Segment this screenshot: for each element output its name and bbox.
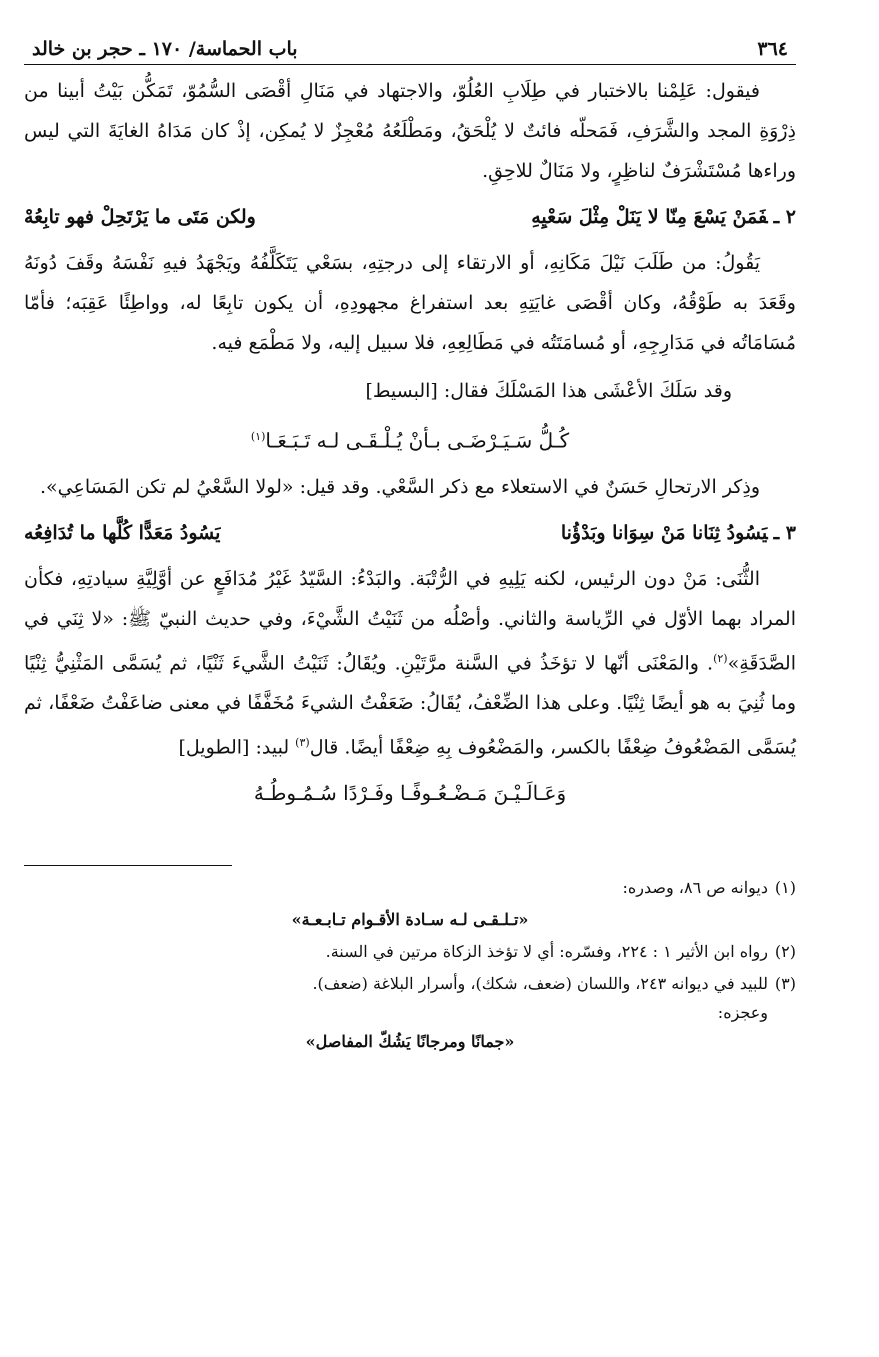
footnote-3-sub: وعجزه: bbox=[717, 1003, 768, 1023]
footnote-ref-2[interactable]: (٢) bbox=[713, 651, 728, 665]
paragraph-1: فيقول: عَلِمْنا بالاختبار في طِلَابِ العُلُوّ، والاجتهاد في مَنَالِ أقْصَى السُّمُوّ، تَمَكُّن بَيْتُ أبينا من ذِرْوَةِ المجد والشَّرَفِ، فَمَحلّه فائتٌ لا يُلْحَقُ، ومَطْلَعُهُ مُعْجِزٌ لا يُمكِن، إذْ كان مَدَاهُ الغايَةَ التي ليس وراءها مُسْتَشْرَفٌ لناظِرٍ، ولا مَنَالٌ للاحِقِ. bbox=[24, 80, 796, 182]
asha-hemistich: كُـلُّ سَـيَـرْضَـى بـأنْ يُـلْـقَـى لـه تَـبَـعَـا$^{(١)}$ bbox=[250, 428, 570, 453]
page-header bbox=[24, 38, 796, 65]
page bbox=[24, 38, 796, 1058]
verse-2 bbox=[24, 195, 796, 239]
labid-hemistich: وَعَـالَـيْـنَ مَـضْـعُـوفًـا وفَـرْدًا سُـمُـوطُـهُ bbox=[253, 781, 567, 806]
verse-3-first-hemistich: ٣ ـيَسُودُ ثِنَانا مَنْ سِوَانا وبَدْؤُنا bbox=[560, 521, 796, 544]
paragraph-2: يَقُولُ: من طَلَبَ نَيْلَ مَكَانِهِ، أو الارتقاء إلى درجتِهِ، بسَعْي يَتَكَلَّفُهُ ويَجْهَدُ فيهِ نَفْسَهُ وقَفَ دُونَهُ وقَعَدَ به طَوْقُهُ، وكان أقْصَى غايَتِهِ بعد استفراغ مجهودِهِ، أن يكون تابِعًا له، وواطِئًا عَقِبَه؛ فأمّا مُسَامَاتُه في مَدَارِجِهِ، أو مُسامَتَتُه في مَطَالِعِهِ، فلا سبيل إليه، ولا مَطْمَع فيه. bbox=[24, 252, 796, 354]
verse-3 bbox=[24, 511, 796, 555]
footnote-3: (٣)للبيد في ديوانه ٢٤٣، واللسان (ضعف، شكك)، وأسرار البلاغة (ضعف). bbox=[312, 974, 796, 994]
paragraph-3: وقد سَلَكَ الأعْشَى هذا المَسْلَكَ فقال: [البسيط] bbox=[365, 380, 732, 402]
running-title: باب الحماسة/ ١٧٠ ـ حجر بن خالد bbox=[32, 38, 298, 60]
footnote-ref-1[interactable]: (١) bbox=[250, 430, 266, 443]
verse-3-second-hemistich: يَسُودُ مَعَدًّا كُلَّها ما تُدَافِعُه bbox=[24, 521, 221, 544]
footnote-3-quote: «جمانًا ومرجانًا يَشُكّ المفاصل» bbox=[305, 1032, 515, 1052]
page-number: ٣٦٤ bbox=[757, 38, 788, 60]
paragraph-4: وذِكر الارتحالِ حَسَنٌ في الاستعلاء مع ذكر السَّعْي. وقد قيل: «لولا السَّعْيُ لم تكن المَسَاعِي». bbox=[39, 475, 760, 498]
footnote-divider bbox=[24, 865, 232, 866]
footnote-1-quote: «تـلـقـى لـه سـادة الأقـوام تـابـعـة» bbox=[291, 910, 529, 930]
paragraph-5: الثُّنَى: مَنْ دون الرئيس، لكنه يَلِيهِ في الرُّتْبَة. والبَدْءُ: السَّيّدُ غَيْرُ مُدَافَعٍ عن أوَّلِيَّةِ سيادتِهِ، فكأن المراد بهما الأوّل في الرِّياسة والثاني. وأصْلُه من ثَنَيْتُ الشَّيْءَ، وفي حديث النبيّ ﷺ: «لا ثِنَي في الصَّدَقَةِ»$^{(٢)}$. والمَعْنَى أنّها لا تؤخَذُ في السَّنة مرَّتَيْنِ. ويُقَالُ: ثَنَيْتُ الشَّيءَ ثَنْيًا، ثم يُسَمَّى المَثْنِيُّ ثِنْيًا وما ثُنِيَ به هو أيضًا ثِنْيًا. وعلى هذا الضِّعْفُ، يُقَالُ: ضَعَفْتُ الشيءَ مُخَفَّفًا في معنى ضاعَفْتُ ضَعْفًا، ثم يُسَمَّى المَضْعُوفُ ضِعْفًا بالكسر، والمَضْعُوف بِهِ ضِعْفًا أيضًا. قال$^{(٣)}$ لبيد: [الطويل] bbox=[24, 567, 796, 759]
verse-2-first-hemistich: ٢ ـفَمَنْ يَسْعَ مِنّا لا يَنَلْ مِثْلَ سَعْيِهِ bbox=[531, 206, 796, 228]
footnote-1: (١)ديوانه ص ٨٦، وصدره: bbox=[622, 878, 796, 898]
verse-2-second-hemistich: ولكن مَتَى ما يَرْتَحِلْ فهو تابِعُهْ bbox=[24, 206, 256, 228]
footnote-2: (٢)رواه ابن الأثير ١ : ٢٢٤، وفسّره: أي لا تؤخذ الزكاة مرتين في السنة. bbox=[325, 942, 796, 962]
footnote-ref-3[interactable]: (٣) bbox=[295, 735, 310, 749]
